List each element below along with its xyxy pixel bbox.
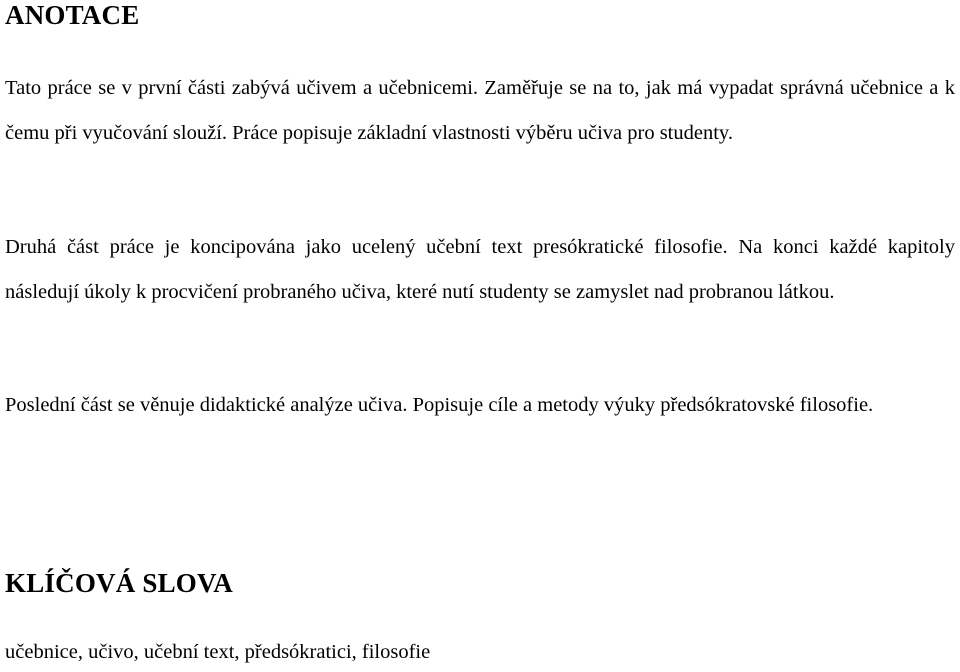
annotation-paragraph-1: Tato práce se v první části zabývá učivem a učebnicemi. Zaměřuje se na to, jak má vypadat správná učebnice a k čemu při vyučování slouží. Práce popisuje základní vlastnosti výběru učiva pro studenty. [5, 77, 955, 144]
annotation-paragraph-3: Poslední část se věnuje didaktické analýze učiva. Popisuje cíle a metody výuky předsókratovské filosofie. [5, 394, 874, 416]
annotation-paragraph-2: Druhá část práce je koncipována jako ucelený učební text presókratické filosofie. Na konci každé kapitoly následují úkoly k procvičení probraného učiva, které nutí studenty se zamyslet nad probranou látkou. [5, 236, 955, 303]
keywords-list: učebnice, učivo, učební text, předsókratici, filosofie [5, 641, 431, 663]
annotation-heading: ANOTACE [5, 0, 140, 30]
keywords-heading: KLÍČOVÁ SLOVA [5, 568, 233, 598]
